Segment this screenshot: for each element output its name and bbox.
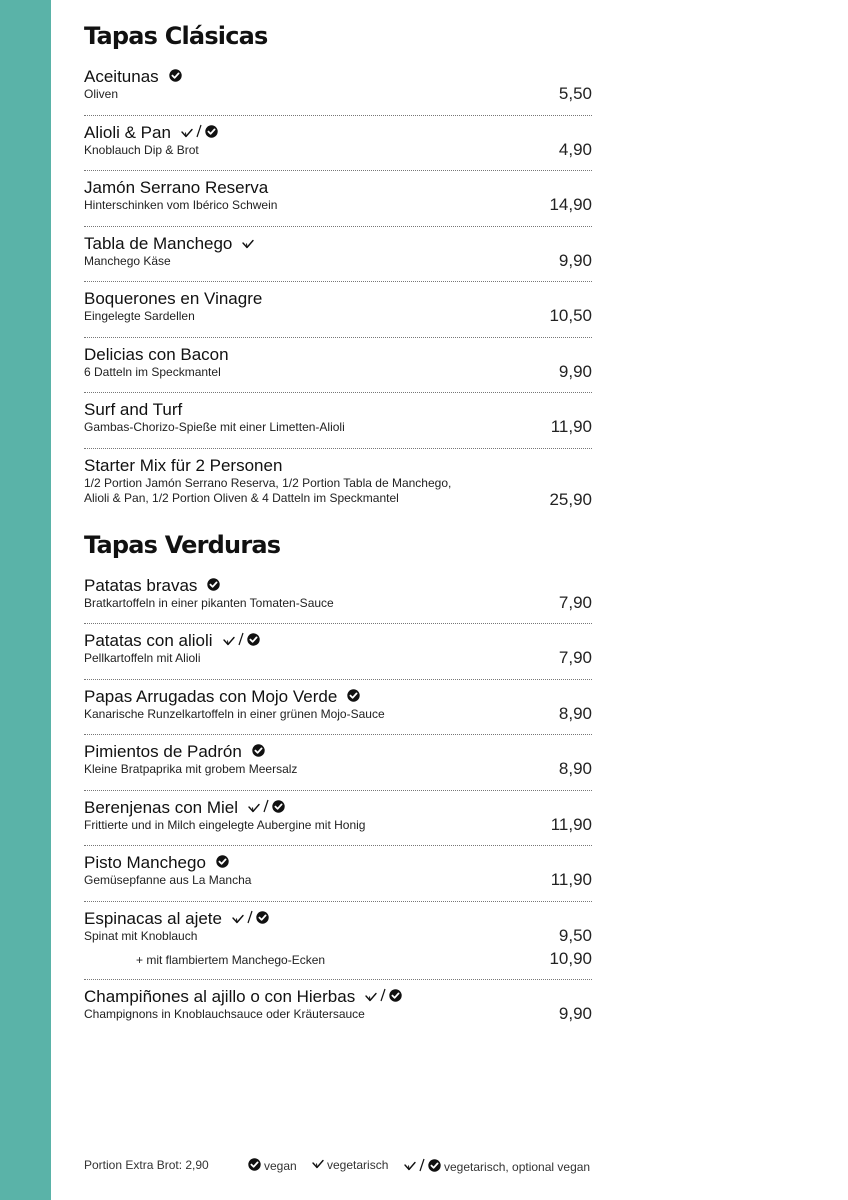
diet-icons	[169, 67, 182, 87]
item-description: Oliven	[84, 87, 119, 101]
menu-item	[84, 289, 592, 324]
slash-separator	[263, 798, 269, 818]
menu-item	[84, 234, 592, 269]
item-description: Eingelegte Sardellen	[84, 309, 195, 323]
menu-item	[84, 456, 592, 509]
item-price: 9,90	[558, 251, 592, 270]
divider	[84, 979, 592, 980]
legend-optional-label: vegetarisch, optional vegan	[444, 1159, 591, 1174]
vegetarian-icon	[404, 1160, 416, 1174]
item-price: 7,90	[558, 593, 592, 612]
diet-icons	[242, 234, 254, 254]
vegetarian-icon	[242, 234, 254, 254]
item-description: Gemüsepfanne aus La Mancha	[84, 873, 252, 887]
menu-item	[84, 178, 592, 213]
item-description: Bratkartoffeln in einer pikanten Tomaten-Sauce	[84, 596, 334, 610]
legend-vegan	[248, 1158, 297, 1174]
item-name: Aceitunas	[84, 67, 159, 86]
item-description: Kanarische Runzelkartoffeln in einer grünen Mojo-Sauce	[84, 707, 385, 721]
menu-item	[84, 345, 592, 380]
item-name: Espinacas al ajete	[84, 909, 222, 928]
item-description: Champignons in Knoblauchsauce oder Kräutersauce	[84, 1007, 365, 1021]
divider	[84, 115, 592, 116]
divider	[84, 845, 592, 846]
diet-icons	[216, 853, 229, 873]
diet-icons	[232, 909, 269, 929]
item-name: Pimientos de Padrón	[84, 742, 242, 761]
item-name: Surf and Turf	[84, 400, 183, 419]
divider	[84, 790, 592, 791]
divider	[84, 679, 592, 680]
item-price: 10,50	[549, 306, 592, 325]
vegetarian-icon	[365, 987, 377, 1007]
item-description: Frittierte und in Milch eingelegte Aubergine mit Honig	[84, 818, 366, 832]
vegan-icon	[272, 798, 285, 818]
item-price: 14,90	[549, 195, 592, 214]
item-price: 5,50	[558, 84, 592, 103]
item-extra-option: + mit flambiertem Manchego-Ecken	[136, 953, 326, 967]
item-description: 6 Datteln im Speckmantel	[84, 365, 221, 379]
item-price: 8,90	[558, 759, 592, 778]
item-description: Kleine Bratpaprika mit grobem Meersalz	[84, 762, 298, 776]
slash-separator	[247, 909, 253, 929]
item-extra-price: 10,90	[549, 949, 592, 968]
diet-icons	[181, 123, 218, 143]
diet-icons	[207, 576, 220, 596]
divider	[84, 226, 592, 227]
vegetarian-icon	[232, 909, 244, 929]
item-price: 9,90	[558, 1004, 592, 1023]
menu-item	[84, 909, 592, 968]
section-title-verduras: Tapas Verduras	[84, 531, 281, 559]
item-description: 1/2 Portion Jamón Serrano Reserva, 1/2 Portion Tabla de Manchego,	[84, 476, 452, 490]
menu-item	[84, 798, 592, 833]
vegan-icon	[248, 1158, 261, 1174]
menu-item	[84, 400, 592, 435]
slash-separator	[419, 1158, 425, 1175]
item-price: 11,90	[550, 417, 592, 436]
vegan-icon	[207, 576, 220, 596]
vegan-icon	[169, 67, 182, 87]
item-description: Pellkartoffeln mit Alioli	[84, 651, 201, 665]
item-description: Knoblauch Dip & Brot	[84, 143, 199, 157]
item-name: Alioli & Pan	[84, 123, 171, 142]
divider	[84, 448, 592, 449]
vegan-icon	[252, 742, 265, 762]
vegetarian-icon	[223, 631, 235, 651]
item-description: Gambas-Chorizo-Spieße mit einer Limetten-Alioli	[84, 420, 345, 434]
menu-item	[84, 576, 592, 611]
vegan-icon	[347, 687, 360, 707]
vegetarian-icon	[248, 798, 260, 818]
item-name: Berenjenas con Miel	[84, 798, 239, 817]
divider	[84, 392, 592, 393]
menu-item	[84, 987, 592, 1022]
vegan-icon	[205, 123, 218, 143]
item-description-line2: Alioli & Pan, 1/2 Portion Oliven & 4 Datteln im Speckmantel	[84, 491, 399, 505]
slash-separator	[380, 987, 386, 1007]
item-description: Spinat mit Knoblauch	[84, 929, 198, 943]
item-name: Pisto Manchego	[84, 853, 206, 872]
diet-icons	[248, 798, 285, 818]
legend-vegan-label: vegan	[264, 1159, 297, 1173]
vegan-icon	[216, 853, 229, 873]
diet-icons	[252, 742, 265, 762]
item-name: Papas Arrugadas con Mojo Verde	[84, 687, 338, 706]
side-accent-stripe	[0, 0, 51, 1200]
item-price: 7,90	[558, 648, 592, 667]
item-price: 4,90	[558, 140, 592, 159]
vegetarian-icon	[181, 123, 193, 143]
menu-item	[84, 742, 592, 777]
divider	[84, 170, 592, 171]
item-name: Delicias con Bacon	[84, 345, 229, 364]
divider	[84, 337, 592, 338]
item-name: Patatas con alioli	[84, 631, 213, 650]
legend-vegetarian-label: vegetarisch	[327, 1158, 389, 1172]
legend-optional-vegan	[404, 1158, 590, 1175]
diet-icons	[365, 987, 402, 1007]
divider	[84, 734, 592, 735]
item-name: Patatas bravas	[84, 576, 198, 595]
item-price: 9,50	[558, 926, 592, 945]
divider	[84, 623, 592, 624]
vegan-icon	[247, 631, 260, 651]
divider	[84, 281, 592, 282]
item-name: Boquerones en Vinagre	[84, 289, 263, 308]
item-price: 9,90	[558, 362, 592, 381]
divider	[84, 901, 592, 902]
item-name: Jamón Serrano Reserva	[84, 178, 269, 197]
item-price: 11,90	[550, 815, 592, 834]
item-price: 8,90	[558, 704, 592, 723]
vegan-icon	[389, 987, 402, 1007]
section-title-clasicas: Tapas Clásicas	[84, 22, 268, 50]
menu-item	[84, 631, 592, 666]
legend-vegetarian	[312, 1158, 388, 1172]
menu-item	[84, 67, 592, 102]
diet-icons	[347, 687, 360, 707]
item-price: 25,90	[549, 490, 592, 509]
vegan-icon	[428, 1159, 441, 1175]
item-description: Hinterschinken vom Ibérico Schwein	[84, 198, 278, 212]
extra-bread-note: Portion Extra Brot: 2,90	[84, 1158, 209, 1172]
menu-item	[84, 123, 592, 158]
menu-item	[84, 687, 592, 722]
item-description: Manchego Käse	[84, 254, 171, 268]
item-price: 11,90	[550, 870, 592, 889]
menu-item	[84, 853, 592, 888]
item-name: Champiñones al ajillo o con Hierbas	[84, 987, 356, 1006]
vegetarian-icon	[312, 1158, 324, 1172]
item-name: Starter Mix für 2 Personen	[84, 456, 283, 475]
slash-separator	[196, 123, 202, 143]
slash-separator	[238, 631, 244, 651]
diet-icons	[223, 631, 260, 651]
vegan-icon	[256, 909, 269, 929]
item-name: Tabla de Manchego	[84, 234, 233, 253]
